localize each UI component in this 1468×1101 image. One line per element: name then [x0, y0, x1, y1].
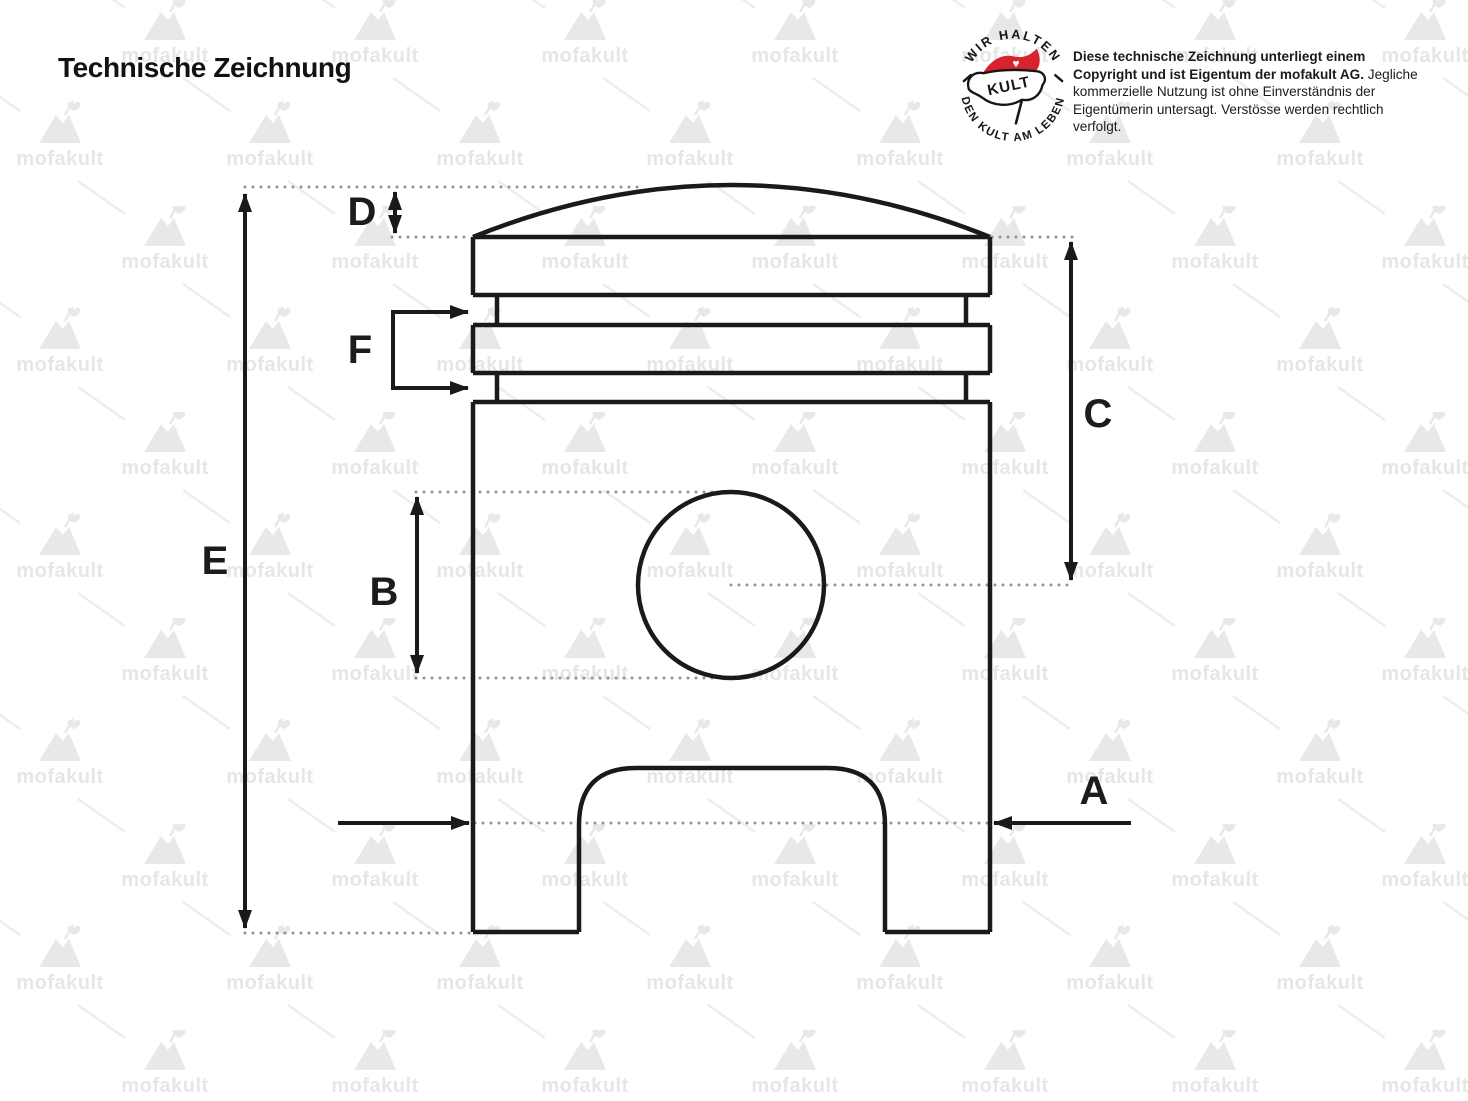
copyright-regular-text: Jegliche kommerzielle Nutzung ist ohne Einverständnis der Eigentümerin untersagt. Verstösse werden rechtlich verfolgt.	[1073, 66, 1418, 135]
stamp-arc-bottom-text: DEN KULT AM LEBEN	[958, 95, 1068, 144]
stamp-flag-word: KULT	[985, 73, 1032, 100]
stamp-dash-right	[1055, 75, 1062, 81]
dim-label-d: D	[347, 190, 377, 234]
mofakult-stamp-logo	[954, 26, 1072, 144]
skirt-cutout-arch	[579, 768, 885, 932]
piston-crown-dome	[473, 185, 990, 237]
page-title: Technische Zeichnung	[58, 52, 352, 83]
piston-outline	[473, 185, 990, 932]
stamp-arc-top-text: WIR HALTEN	[961, 26, 1065, 65]
dim-label-c: C	[1083, 392, 1113, 436]
dim-arrow-f-bracket	[393, 312, 468, 388]
copyright-notice	[1073, 48, 1425, 136]
heart-icon: ♥	[1012, 56, 1020, 71]
dimension-arrows	[245, 192, 1131, 928]
dim-label-a: A	[1079, 769, 1109, 813]
copyright-bold-text: Diese technische Zeichnung unterliegt einem Copyright und ist Eigentum der mofakult AG.	[1073, 49, 1366, 82]
dim-label-f: F	[347, 328, 373, 372]
dim-label-e: E	[201, 539, 229, 583]
dim-label-b: B	[369, 570, 399, 614]
